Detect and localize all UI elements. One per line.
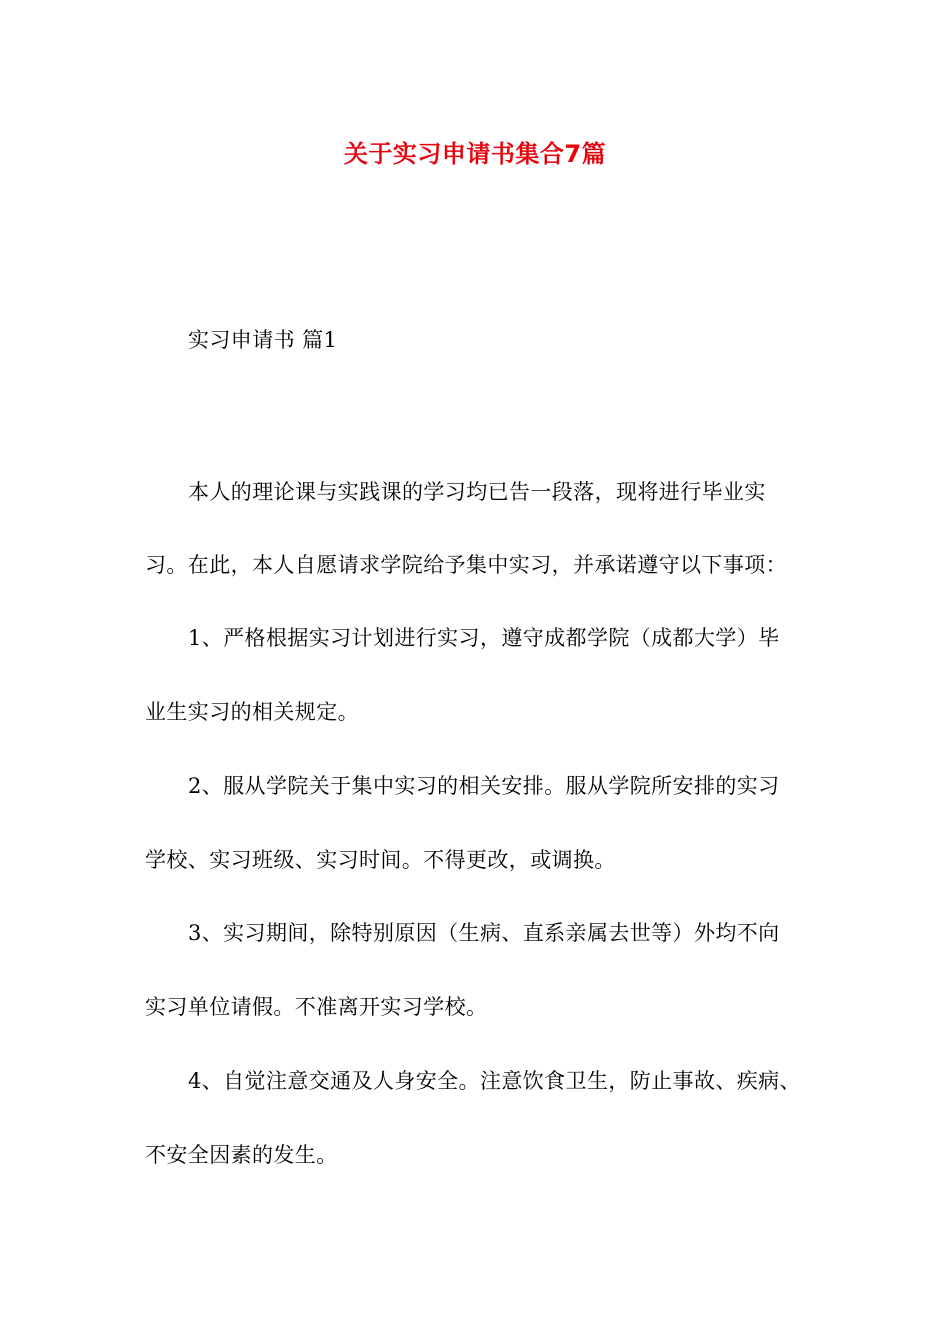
- list-item-line: 4、自觉注意交通及人身安全。注意饮食卫生，防止事故、疾病、: [188, 1069, 801, 1093]
- paragraph-line: 习。在此，本人自愿请求学院给予集中实习，并承诺遵守以下事项：: [145, 553, 787, 577]
- list-item-line: 学校、实习班级、实习时间。不得更改，或调换。: [145, 848, 616, 872]
- list-item-line: 3、实习期间，除特别原因（生病、直系亲属去世等）外均不向: [188, 921, 780, 945]
- list-item-line: 业生实习的相关规定。: [145, 700, 359, 724]
- list-item-line: 不安全因素的发生。: [145, 1143, 338, 1167]
- list-item-line: 实习单位请假。不准离开实习学校。: [145, 995, 488, 1019]
- paragraph-line: 本人的理论课与实践课的学习均已告一段落，现将进行毕业实: [188, 480, 766, 504]
- list-item-line: 1、严格根据实习计划进行实习，遵守成都学院（成都大学）毕: [188, 626, 780, 650]
- document-title: 关于实习申请书集合7篇: [343, 140, 607, 168]
- section-heading: 实习申请书 篇1: [188, 328, 338, 352]
- list-item-line: 2、服从学院关于集中实习的相关安排。服从学院所安排的实习: [188, 774, 780, 798]
